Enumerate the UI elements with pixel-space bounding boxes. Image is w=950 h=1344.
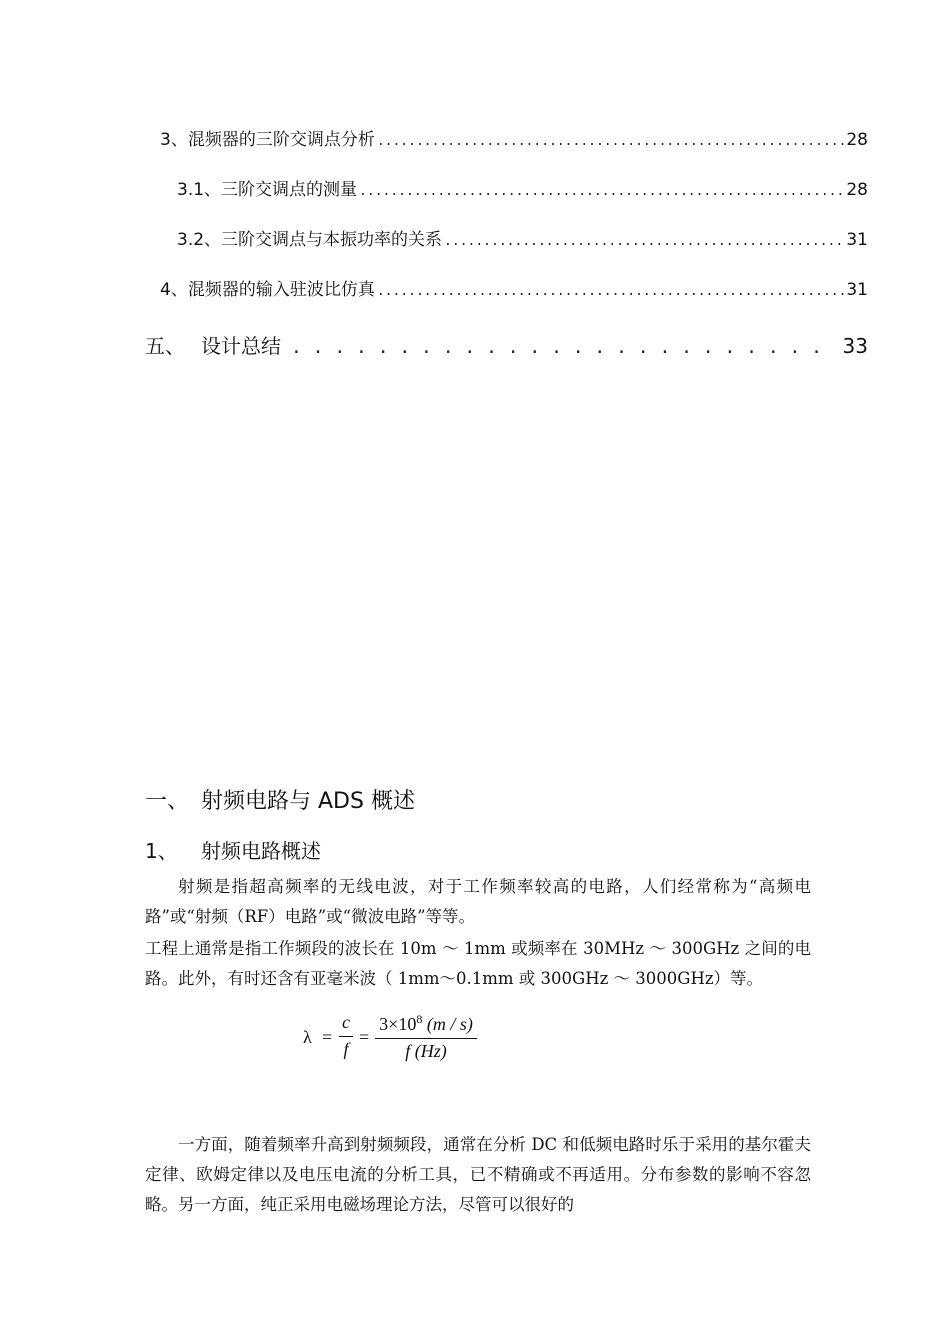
toc-leader-dots xyxy=(377,281,845,303)
toc-entry-label: 3、混频器的三阶交调点分析 xyxy=(160,130,375,150)
toc-entry[interactable] xyxy=(160,129,868,153)
formula-coefficient: 3×10 xyxy=(379,1014,417,1034)
toc-leader-dots xyxy=(359,181,844,203)
formula-equals: = xyxy=(322,1027,333,1047)
formula-unit: (m / s) xyxy=(426,1014,473,1034)
formula-equals: = xyxy=(359,1027,370,1047)
formula-denominator: f xyxy=(343,1039,349,1059)
formula-denominator xyxy=(375,1041,477,1062)
paragraph: 射频是指超高频率的无线电波，对于工作频率较高的电路，人们经常称为“高频电路”或“射频（RF）电路”或“微波电路”等等。 xyxy=(145,877,811,926)
fraction-bar xyxy=(339,1036,353,1037)
paragraph: 一方面，随着频率升高到射频频段，通常在分析 DC 和低频电路时乐于采用的基尔霍夫定律、欧姆定律以及电压电流的分析工具，已不精确或不再适用。分布参数的影响不容忽略。另一方面，纯正采用电磁场理论方法，尽管可以很好的 xyxy=(145,1135,811,1214)
subsection-number: 1、 xyxy=(145,839,178,863)
toc-entry-number: 五、 xyxy=(145,334,185,358)
formula-exponent: 8 xyxy=(416,1012,423,1026)
formula-denominator-text: f (Hz) xyxy=(405,1041,447,1061)
section-title: 射频电路与 ADS 概述 xyxy=(201,789,415,814)
toc-page-number: 28 xyxy=(846,130,868,150)
formula-fraction xyxy=(375,1012,477,1062)
toc-leader-dots xyxy=(291,335,833,361)
formula-numerator xyxy=(375,1012,477,1035)
toc-leader-dots xyxy=(444,231,844,253)
wavelength-formula xyxy=(303,1010,483,1066)
toc-entry-label: 设计总结 xyxy=(201,334,281,358)
toc-page-number: 28 xyxy=(846,180,868,200)
formula-numerator: c xyxy=(342,1012,350,1032)
toc-entry[interactable] xyxy=(145,333,868,361)
toc-entry-label: 3.2、三阶交调点与本振功率的关系 xyxy=(177,230,443,250)
toc-leader-dots xyxy=(377,131,845,153)
toc-entry-label: 4、混频器的输入驻波比仿真 xyxy=(160,280,375,300)
section-number: 一、 xyxy=(145,789,190,814)
subsection-title: 射频电路概述 xyxy=(201,839,321,863)
toc-page-number: 31 xyxy=(846,280,868,300)
formula-lambda: λ xyxy=(303,1027,312,1047)
toc-entry-label: 3.1、三阶交调点的测量 xyxy=(177,180,358,200)
toc-entry[interactable] xyxy=(160,279,868,303)
paragraph: 工程上通常是指工作频段的波长在 10m ～ 1mm 或频率在 30MHz ～ 300GHz 之间的电路。此外，有时还含有亚毫米波（ 1mm～0.1mm 或 300GHz ～ 3000GHz）等。 xyxy=(145,939,811,988)
toc-entry[interactable] xyxy=(177,229,868,253)
toc-entry[interactable] xyxy=(177,179,868,203)
fraction-bar xyxy=(375,1038,477,1039)
toc-page-number: 33 xyxy=(842,334,868,358)
subsection-heading xyxy=(145,837,321,865)
formula-fraction xyxy=(339,1012,353,1060)
section-heading xyxy=(145,787,415,817)
toc-page-number: 31 xyxy=(846,230,868,250)
